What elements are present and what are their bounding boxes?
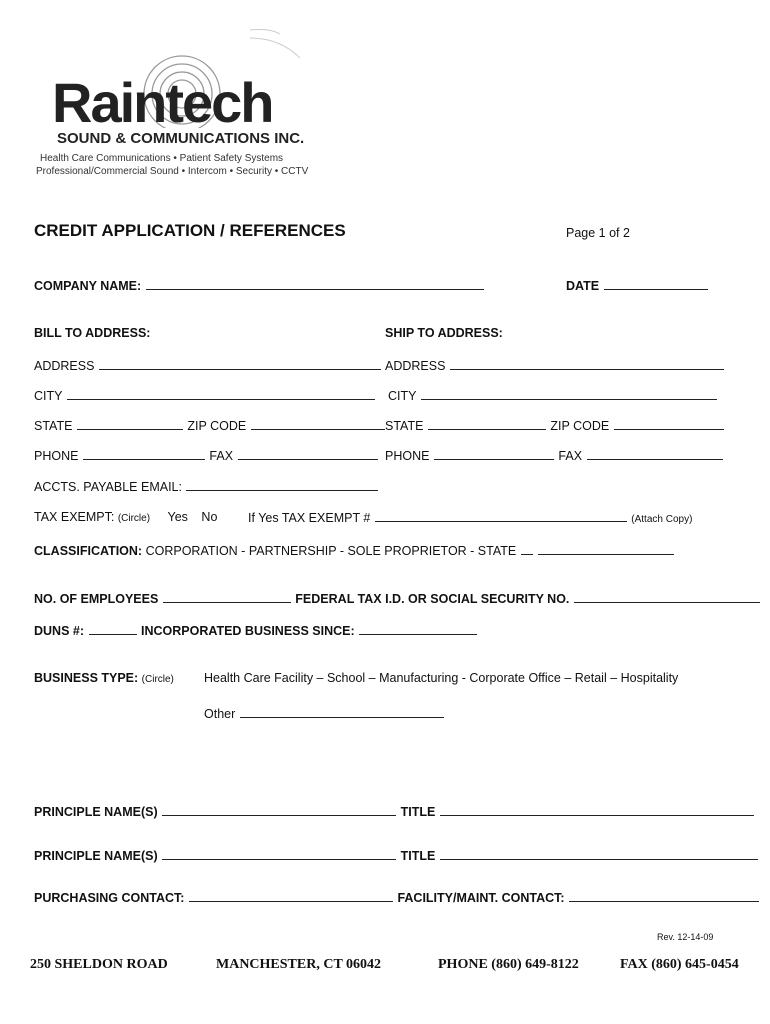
bill-phone-field[interactable]: [83, 448, 205, 460]
bill-state-label: STATE: [34, 419, 73, 433]
bill-phone-label: PHONE: [34, 449, 79, 463]
ship-city-field[interactable]: [421, 388, 717, 400]
duns-row: [34, 623, 478, 638]
company-name-field[interactable]: [146, 278, 484, 290]
bill-fax-label: FAX: [209, 449, 234, 463]
principle-title-field-1[interactable]: [440, 804, 754, 816]
ship-state-field[interactable]: [428, 418, 546, 430]
classification-state-field[interactable]: [521, 543, 533, 555]
business-type-label: BUSINESS TYPE:: [34, 671, 139, 685]
employees-field[interactable]: [163, 591, 291, 603]
business-type-row: [34, 671, 174, 685]
ap-email-label: ACCTS. PAYABLE EMAIL:: [34, 480, 182, 494]
principle-name-label-2: PRINCIPLE NAME(S): [34, 849, 158, 863]
bill-address-row: [34, 358, 382, 373]
revision-note: Rev. 12-14-09: [657, 932, 714, 942]
logo-subtitle: SOUND & COMMUNICATIONS INC.: [57, 130, 305, 147]
classification-options[interactable]: CORPORATION - PARTNERSHIP - SOLE PROPRIETOR - STATE: [145, 544, 517, 558]
ship-state-label: STATE: [385, 419, 424, 433]
principle-name-row-2: [34, 848, 759, 863]
principle-name-field-1[interactable]: [162, 804, 396, 816]
classification-label: CLASSIFICATION:: [34, 544, 143, 558]
ship-zip-label: ZIP CODE: [550, 419, 610, 433]
company-name-row: [34, 278, 485, 293]
tax-exempt-label: TAX EXEMPT:: [34, 510, 115, 524]
bill-zip-label: ZIP CODE: [187, 419, 247, 433]
ship-phone-field[interactable]: [434, 448, 554, 460]
ship-fax-field[interactable]: [587, 448, 723, 460]
bill-fax-field[interactable]: [238, 448, 378, 460]
tax-exempt-circle-note: (Circle): [117, 513, 151, 524]
date-field[interactable]: [604, 278, 708, 290]
duns-field[interactable]: [89, 623, 137, 635]
bill-phone-row: [34, 448, 379, 463]
ship-phone-row: [385, 448, 724, 463]
purchasing-contact-label: PURCHASING CONTACT:: [34, 891, 185, 905]
bill-city-field[interactable]: [67, 388, 375, 400]
ship-state-row: [385, 418, 725, 433]
ship-address-row: [385, 358, 725, 373]
facility-contact-field[interactable]: [569, 890, 759, 902]
logo-name: Raintech: [52, 71, 273, 134]
footer-phone: PHONE (860) 649-8122: [438, 957, 579, 972]
date-label: DATE: [566, 279, 600, 293]
ship-address-field[interactable]: [450, 358, 724, 370]
classification-row: [34, 543, 675, 558]
bill-state-row: [34, 418, 386, 433]
principle-title-label-1: TITLE: [400, 805, 436, 819]
incorporated-label: INCORPORATED BUSINESS SINCE:: [140, 624, 355, 638]
logo-tagline-2: Professional/Commercial Sound • Intercom • Security • CCTV: [36, 166, 309, 177]
bill-address-label: ADDRESS: [34, 359, 95, 373]
footer-address: 250 SHELDON ROAD: [30, 957, 168, 972]
ap-email-field[interactable]: [186, 479, 378, 491]
date-row: [566, 278, 709, 293]
bill-city-label: CITY: [34, 389, 63, 403]
bill-zip-field[interactable]: [251, 418, 385, 430]
tax-exempt-number-label: If Yes TAX EXEMPT #: [248, 511, 371, 525]
ship-phone-label: PHONE: [385, 449, 430, 463]
business-other-row: [204, 706, 445, 721]
ship-fax-label: FAX: [558, 449, 583, 463]
purchasing-contact-row: [34, 890, 760, 905]
tax-exempt-number-field[interactable]: [375, 510, 627, 522]
ship-city-row: [388, 388, 718, 403]
facility-contact-label: FACILITY/MAINT. CONTACT:: [397, 891, 565, 905]
classification-extra-field[interactable]: [538, 543, 674, 555]
bill-address-field[interactable]: [99, 358, 381, 370]
employees-row: [34, 591, 761, 606]
bill-city-row: [34, 388, 376, 403]
business-type-circle-note: (Circle): [141, 674, 174, 685]
business-other-label: Other: [204, 707, 236, 721]
footer-city: MANCHESTER, CT 06042: [216, 957, 382, 972]
principle-title-label-2: TITLE: [400, 849, 436, 863]
bill-to-heading: BILL TO ADDRESS:: [34, 326, 151, 340]
tax-exempt-no[interactable]: No: [201, 510, 218, 524]
attach-copy-note: (Attach Copy): [631, 514, 693, 525]
principle-name-field-2[interactable]: [162, 848, 396, 860]
ship-city-label: CITY: [388, 389, 417, 403]
employees-label: NO. OF EMPLOYEES: [34, 592, 159, 606]
logo-tagline-1: Health Care Communications • Patient Safety Systems: [40, 153, 284, 164]
purchasing-contact-field[interactable]: [189, 890, 393, 902]
federal-tax-label: FEDERAL TAX I.D. OR SOCIAL SECURITY NO.: [295, 592, 570, 606]
tax-exempt-row: [34, 510, 217, 524]
ship-address-label: ADDRESS: [385, 359, 446, 373]
tax-exempt-yes[interactable]: Yes: [167, 510, 188, 524]
bill-state-field[interactable]: [77, 418, 183, 430]
principle-name-label-1: PRINCIPLE NAME(S): [34, 805, 158, 819]
duns-label: DUNS #:: [34, 624, 85, 638]
footer-fax: FAX (860) 645-0454: [620, 957, 739, 972]
federal-tax-field[interactable]: [574, 591, 760, 603]
tax-exempt-number-row: [248, 510, 692, 525]
ap-email-row: [34, 479, 379, 494]
business-other-field[interactable]: [240, 706, 444, 718]
principle-title-field-2[interactable]: [440, 848, 758, 860]
principle-name-row-1: [34, 804, 755, 819]
page-title: CREDIT APPLICATION / REFERENCES: [34, 221, 346, 240]
ship-zip-field[interactable]: [614, 418, 724, 430]
company-name-label: COMPANY NAME:: [34, 279, 142, 293]
ship-to-heading: SHIP TO ADDRESS:: [385, 326, 503, 340]
page-number: Page 1 of 2: [566, 226, 630, 240]
business-type-options[interactable]: Health Care Facility – School – Manufacturing - Corporate Office – Retail – Hospitality: [204, 671, 679, 685]
incorporated-field[interactable]: [359, 623, 477, 635]
